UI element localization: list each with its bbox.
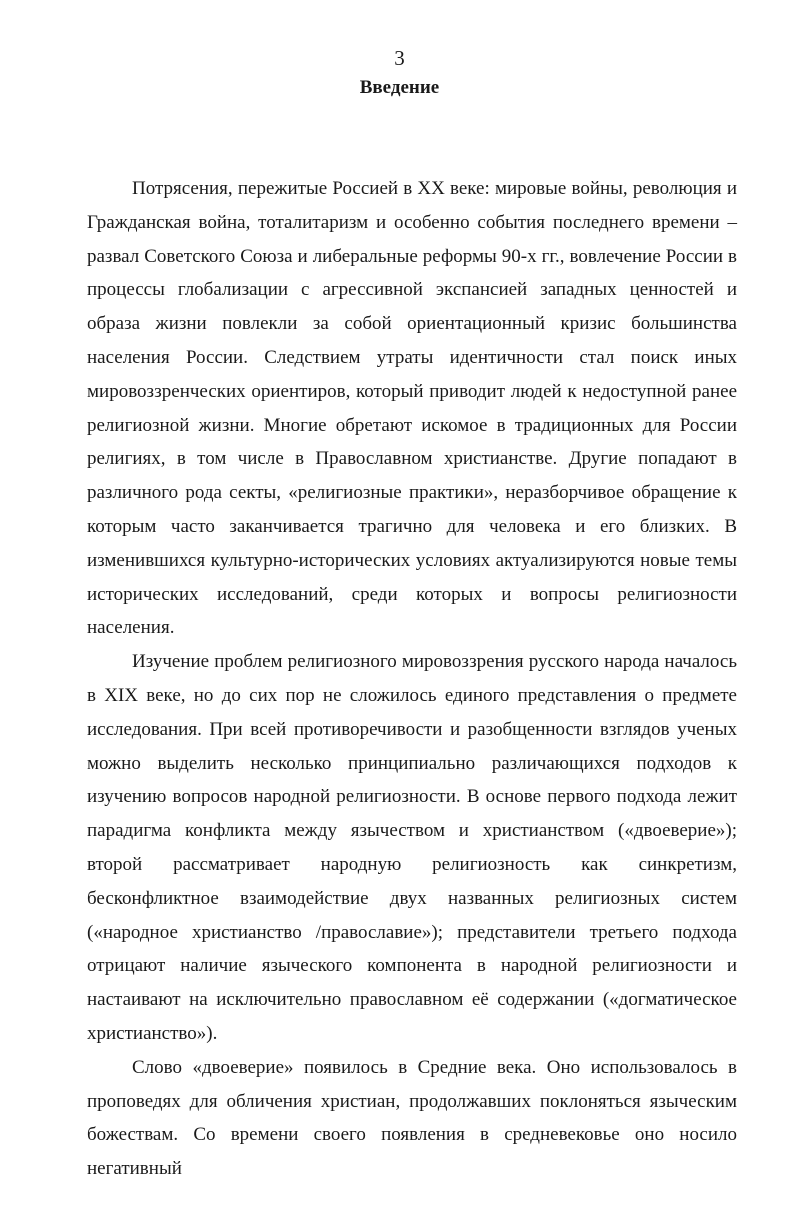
paragraph-1: Потрясения, пережитые Россией в XX веке: мировые войны, революция и Гражданская война, тоталитаризм и особенно события последнего времени – развал Советского Союза и либеральные реформы 90-х гг., вовлечение России в процессы глобализации с агрессивной экспансией западных ценностей и образа жизни повлекли за собой ориентационный кризис большинства населения России. Следствием утраты идентичности стал поиск иных мировоззренческих ориентиров, который приводит людей к недоступной ранее религиозной жизни. Многие обретают искомое в традиционных для России религиях, в том числе в Православном христианстве. Другие попадают в различного рода секты, «религиозные практики», неразборчивое обращение к которым часто заканчивается трагично для человека и его близких. В изменившихся культурно-исторических условиях актуализируются новые темы исторических исследований, среди которых и вопросы религиозности населения. bbox=[87, 178, 737, 639]
page-number: 3 bbox=[394, 46, 405, 70]
paragraph-3: Слово «двоеверие» появилось в Средние века. Оно использовалось в проповедях для обличения христиан, продолжавших поклоняться языческим божествам. Со времени своего появления в средневековье оно носило негативный bbox=[87, 1056, 737, 1180]
section-heading: Введение bbox=[359, 77, 440, 98]
body-text bbox=[87, 172, 737, 1186]
paragraph-2: Изучение проблем религиозного мировоззрения русского народа началось в XIX веке, но до сих пор не сложилось единого представления о предмете исследования. При всей противоречивости и разобщенности взглядов ученых можно выделить несколько принципиально различающихся подходов к изучению вопросов народной религиозности. В основе первого подхода лежит парадигма конфликта между язычеством и христианством («двоеверие»); второй рассматривает народную религиозность как синкретизм, бесконфликтное взаимодействие двух названных религиозных систем («народное христианство /православие»); представители третьего подхода отрицают наличие языческого компонента в народной религиозности и настаивают на исключительно православном её содержании («догматическое христианство»). bbox=[87, 651, 737, 1044]
